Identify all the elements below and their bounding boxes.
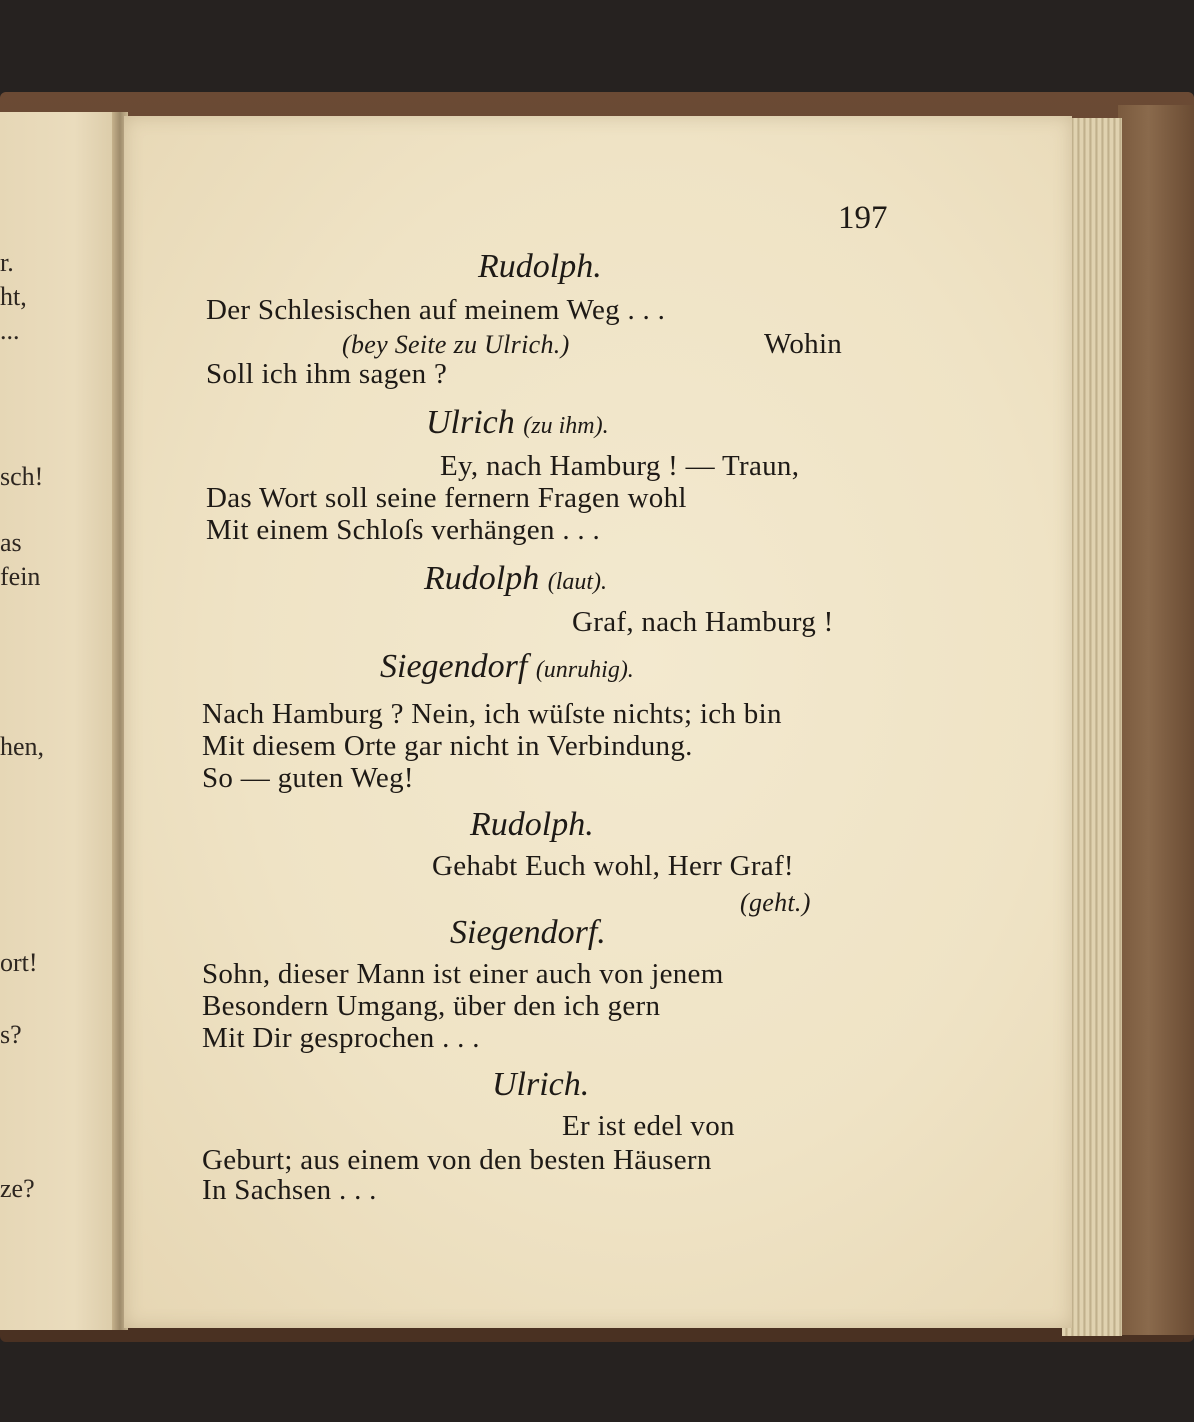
exit-direction: (geht.) bbox=[740, 888, 811, 917]
speaker-heading bbox=[492, 1066, 589, 1104]
left-page-fragment: ze? bbox=[0, 1174, 35, 1203]
speaker-name: Rudolph bbox=[424, 560, 540, 597]
verse-line: In Sachsen . . . bbox=[202, 1174, 377, 1206]
verse-line: So — guten Weg! bbox=[202, 762, 414, 794]
verse-line: Gehabt Euch wohl, Herr Graf! bbox=[432, 850, 794, 882]
speaker-heading bbox=[450, 914, 606, 952]
page-number: 197 bbox=[838, 200, 888, 236]
verse-line: Nach Hamburg ? Nein, ich wüſste nichts; ich bin bbox=[202, 698, 782, 730]
verse-line: Das Wort soll seine fernern Fragen wohl bbox=[206, 482, 687, 514]
stage-direction bbox=[740, 886, 811, 919]
left-page-fragment: hen, bbox=[0, 732, 45, 761]
speaker-name: Siegendorf bbox=[380, 648, 528, 685]
left-page-fragment: ort! bbox=[0, 948, 38, 977]
aside-direction: (bey Seite zu Ulrich.) bbox=[342, 330, 570, 359]
speaker-heading bbox=[426, 404, 609, 442]
verse-line: Ey, nach Hamburg ! — Traun, bbox=[440, 450, 800, 482]
left-page bbox=[0, 112, 124, 1330]
speaker-heading bbox=[380, 648, 634, 686]
verse-line: Wohin bbox=[764, 328, 843, 360]
speaker-name: Rudolph. bbox=[470, 806, 594, 843]
verse-line: Soll ich ihm sagen ? bbox=[206, 358, 448, 390]
left-page-fragment: ... bbox=[0, 316, 20, 345]
verse-line: Graf, nach Hamburg ! bbox=[572, 606, 834, 638]
verse-line: Mit einem Schloſs verhängen . . . bbox=[206, 514, 601, 546]
left-page-fragment: r. bbox=[0, 248, 14, 277]
verse-line: Mit Dir gesprochen . . . bbox=[202, 1022, 480, 1054]
speaker-name: Siegendorf. bbox=[450, 914, 606, 951]
speaker-name: Rudolph. bbox=[478, 248, 602, 285]
left-page-fragment: s? bbox=[0, 1020, 22, 1049]
verse-line: Der Schlesischen auf meinem Weg . . . bbox=[206, 294, 666, 326]
verse-line: Besondern Umgang, über den ich gern bbox=[202, 990, 661, 1022]
verse-line: Mit diesem Orte gar nicht in Verbindung. bbox=[202, 730, 693, 762]
verse-line: Er ist edel von bbox=[562, 1110, 735, 1142]
speaker-heading bbox=[470, 806, 594, 844]
verse-line: Geburt; aus einem von den besten Häusern bbox=[202, 1144, 712, 1176]
speaker-heading bbox=[478, 248, 602, 286]
verse-line: Sohn, dieser Mann ist einer auch von jenem bbox=[202, 958, 724, 990]
left-page-fragment: fein bbox=[0, 562, 41, 591]
left-page-fragment: ht, bbox=[0, 282, 27, 311]
stage-direction: (unruhig). bbox=[535, 657, 634, 683]
left-page-fragment: as bbox=[0, 528, 22, 557]
left-page-fragment: sch! bbox=[0, 462, 44, 491]
speaker-heading bbox=[424, 560, 607, 598]
stage-direction bbox=[342, 328, 570, 361]
stage-direction: (laut). bbox=[547, 569, 608, 595]
stage-direction: (zu ihm). bbox=[523, 413, 609, 439]
speaker-name: Ulrich. bbox=[492, 1066, 590, 1103]
speaker-name: Ulrich bbox=[426, 404, 515, 441]
back-cover-edge bbox=[1118, 105, 1194, 1335]
